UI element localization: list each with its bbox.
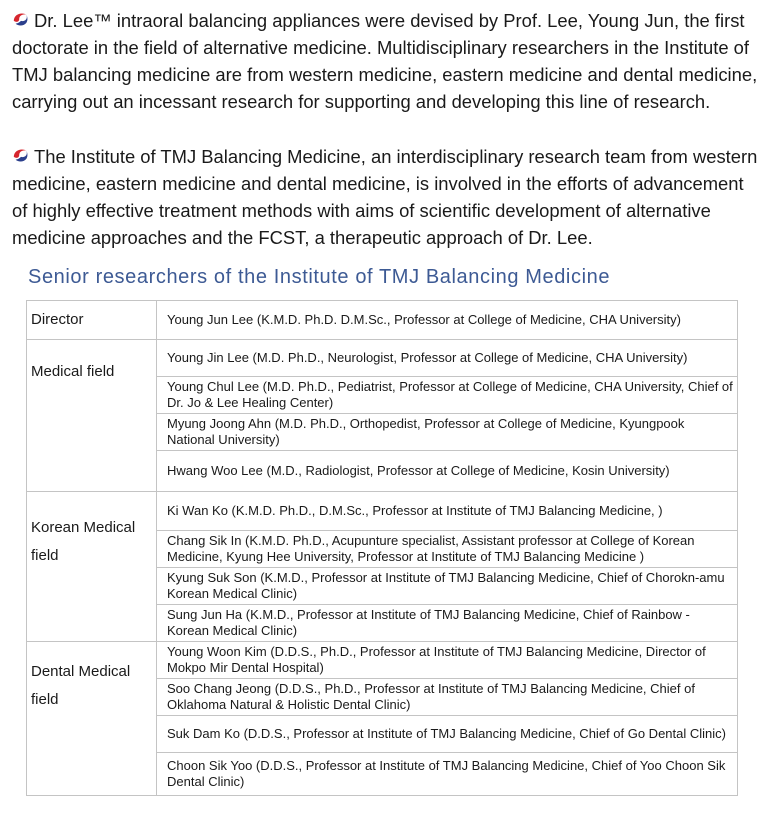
- researcher-cell: Young Jun Lee (K.M.D. Ph.D. D.M.Sc., Professor at College of Medicine, CHA University): [157, 301, 738, 340]
- researcher-cell: Kyung Suk Son (K.M.D., Professor at Institute of TMJ Balancing Medicine, Chief of Chorokn-amu Korean Medical Clinic): [157, 568, 738, 605]
- section-heading: Senior researchers of the Institute of TMJ Balancing Medicine: [28, 266, 611, 288]
- intro-paragraph-2-text: The Institute of TMJ Balancing Medicine, an interdisciplinary research team from western medicine, eastern medicine and dental medicine, is involved in the efforts of advancement of highly effective treatment methods with aims of scientific development of alternative medicine approaches and the FCST, a therapeutic approach of Dr. Lee.: [12, 146, 758, 248]
- researcher-cell: Young Chul Lee (M.D. Ph.D., Pediatrist, Professor at College of Medicine, CHA University, Chief of Dr. Jo & Lee Healing Center): [157, 377, 738, 414]
- field-label-dental-line1: Dental Medical: [31, 663, 131, 680]
- table-row: [27, 642, 738, 679]
- field-label-korean: [27, 492, 157, 642]
- intro-paragraph-1-text: Dr. Lee™ intraoral balancing appliances were devised by Prof. Lee, Young Jun, the first doctorate in the field of alternative medicine. Multidisciplinary researchers in the Institute of TMJ balancing medicine are from western medicine, eastern medicine and dental medicine, carrying out an incessant research for supporting and developing this line of research.: [12, 10, 758, 112]
- taegeuk-logo-icon: [12, 147, 30, 165]
- researcher-cell: Young Woon Kim (D.D.S., Ph.D., Professor at Institute of TMJ Balancing Medicine, Director of Mokpo Mir Dental Hospital): [157, 642, 738, 679]
- table-row: [27, 492, 738, 531]
- researchers-table: [26, 300, 738, 796]
- researcher-cell: Myung Joong Ahn (M.D. Ph.D., Orthopedist, Professor at College of Medicine, Kyungpook National University): [157, 414, 738, 451]
- researcher-cell: Sung Jun Ha (K.M.D., Professor at Institute of TMJ Balancing Medicine, Chief of Rainbow - Korean Medical Clinic): [157, 605, 738, 642]
- field-label-medical: Medical field: [27, 340, 157, 492]
- field-label-korean-line2: field: [31, 547, 59, 564]
- researcher-cell: Choon Sik Yoo (D.D.S., Professor at Institute of TMJ Balancing Medicine, Chief of Yoo Choon Sik Dental Clinic): [157, 753, 738, 796]
- intro-paragraph-1: [12, 7, 762, 115]
- taegeuk-logo-icon: [12, 11, 30, 29]
- field-label-korean-line1: Korean Medical: [31, 519, 136, 536]
- table-row: [27, 301, 738, 340]
- table-row: [27, 340, 738, 377]
- intro-paragraph-2: [12, 143, 762, 251]
- researcher-cell: Young Jin Lee (M.D. Ph.D., Neurologist, Professor at College of Medicine, CHA University): [157, 340, 738, 377]
- field-label-dental-line2: field: [31, 691, 59, 708]
- field-label-director: Director: [27, 301, 157, 340]
- researcher-cell: Suk Dam Ko (D.D.S., Professor at Institute of TMJ Balancing Medicine, Chief of Go Dental Clinic): [157, 716, 738, 753]
- researcher-cell: Ki Wan Ko (K.M.D. Ph.D., D.M.Sc., Professor at Institute of TMJ Balancing Medicine, ): [157, 492, 738, 531]
- field-label-dental: [27, 642, 157, 796]
- researcher-cell: Soo Chang Jeong (D.D.S., Ph.D., Professor at Institute of TMJ Balancing Medicine, Chief of Oklahoma Natural & Holistic Dental Clinic): [157, 679, 738, 716]
- researcher-cell: Hwang Woo Lee (M.D., Radiologist, Professor at College of Medicine, Kosin University): [157, 451, 738, 492]
- researcher-cell: Chang Sik In (K.M.D. Ph.D., Acupunture specialist, Assistant professor at College of Korean Medicine, Kyung Hee University, Professor at Institute of TMJ Balancing Medicine ): [157, 531, 738, 568]
